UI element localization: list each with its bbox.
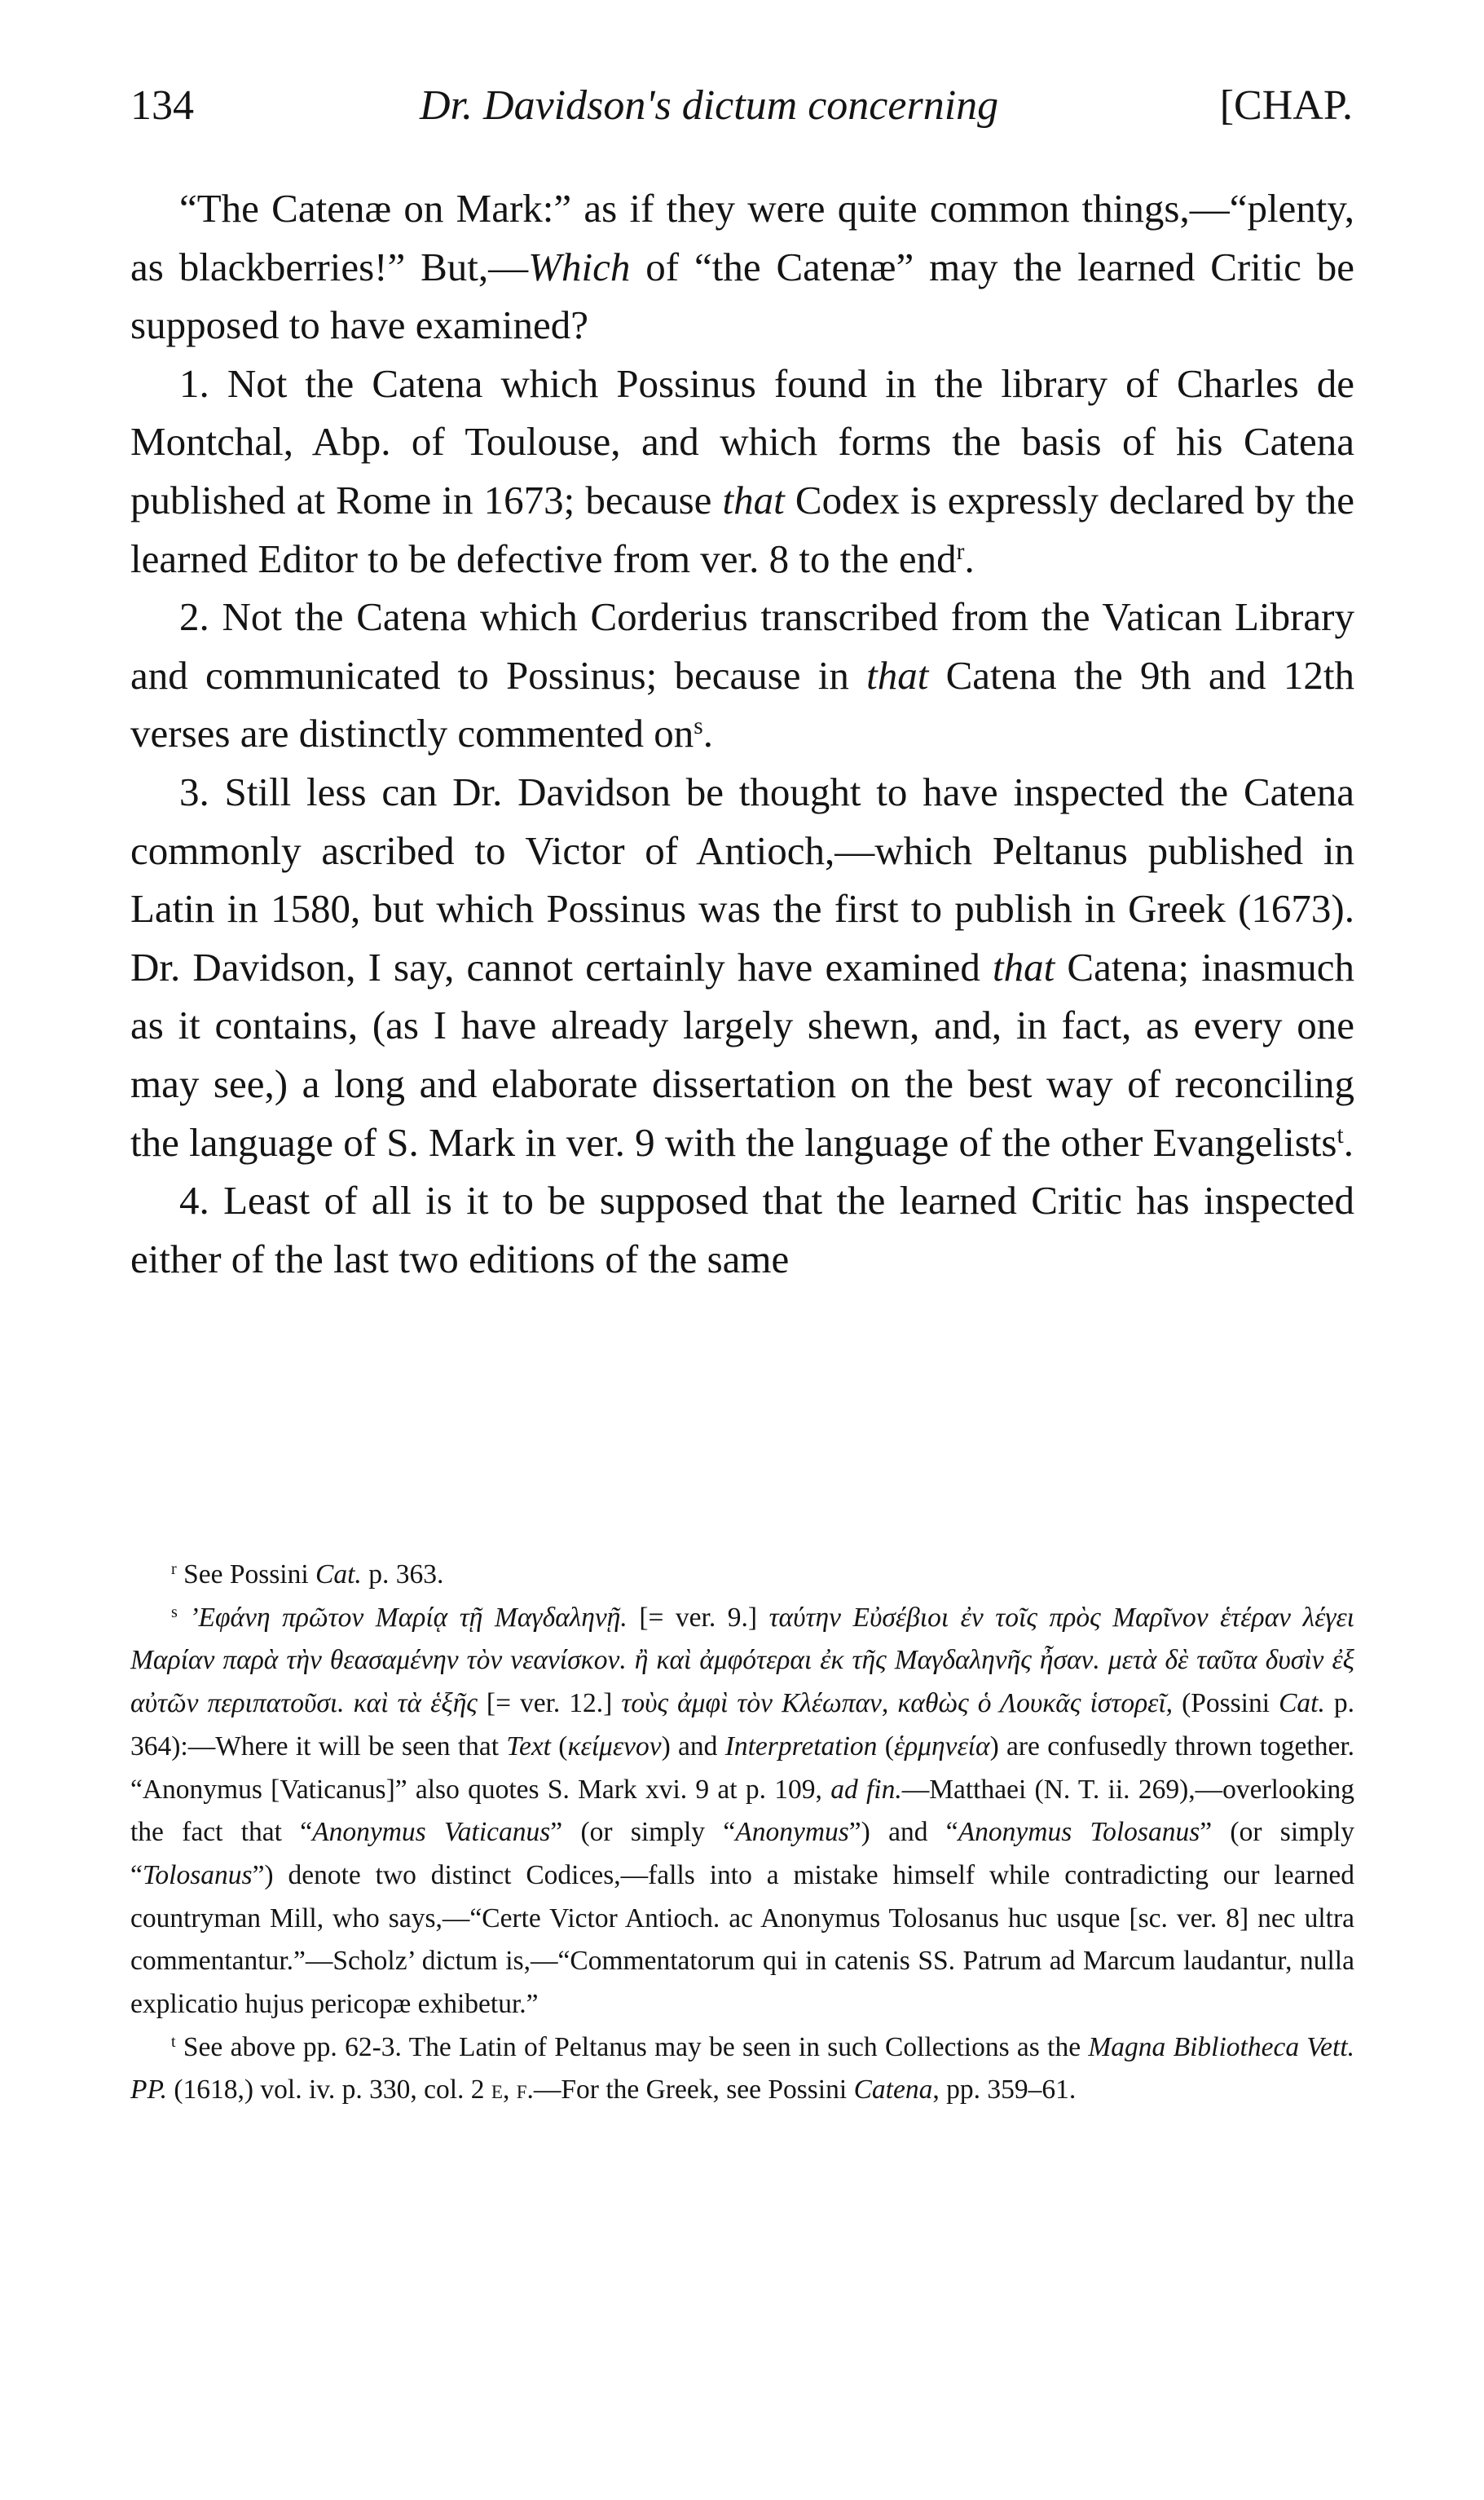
- chapter-mark: [CHAP.: [1219, 82, 1353, 129]
- footnote-ref-s: s: [694, 713, 703, 740]
- footnote-t: $^t$ See above pp. 62-3. The Latin of Peltanus may be seen in such Collections as the Magna Bibliotheca Vett. PP. (1618,) vol. iv. p. 330, col. 2 e, f.—For the Greek, see Possini Catena, pp. 359–61.: [130, 2031, 1354, 2105]
- footnote-ref-t: t: [1336, 1122, 1344, 1149]
- running-header: [130, 82, 1353, 155]
- paragraph-3: 3. Still less can Dr. Davidson be thought to have inspected the Catena commonly ascribed to Victor of Antioch,—which Peltanus published in Latin in 1580, but which Possinus was the first to publish in Greek (1673). Dr. Davidson, I say, cannot certainly have examined that Catena; inasmuch as it contains, (as I have already largely shewn, and, in fact, as every one may see,) a long and elaborate dissertation on the best way of reconciling the language of S. Mark in ver. 9 with the language of the other Evangelists$^t$.: [130, 769, 1354, 1165]
- footnote-ref-r: r: [956, 538, 965, 565]
- footnotes: [130, 1554, 1354, 2112]
- running-title: Dr. Davidson's dictum concerning: [420, 82, 999, 129]
- footnote-r: $^r$ See Possini Cat. p. 363.: [171, 1559, 444, 1590]
- paragraph-2: 2. Not the Catena which Corderius transcribed from the Vatican Library and communicated to Possinus; because in that Catena the 9th and 12th verses are distinctly commented $on^s$.: [130, 594, 1354, 756]
- paragraph-intro: “The Catenæ on Mark:” as if they were quite common things,—“plenty, as blackberries!” But,—Which of “the Catenæ” may the learned Critic be supposed to have examined?: [130, 186, 1354, 348]
- main-text: [130, 179, 1354, 1288]
- page-number: 134: [130, 82, 194, 129]
- paragraph-1: 1. Not the Catena which Possinus found in the library of Charles de Montchal, Abp. of Toulouse, and which forms the basis of his Catena published at Rome in 1673; because that Codex is expressly declared by the learned Editor to be defective from ver. 8 to the end$^r$.: [130, 360, 1355, 581]
- footnote-s: $^s$ ’Εφάνη πρῶτον Μαρίᾳ τῇ Μαγδαληνῇ. [= ver. 9.] ταύτην Εὐσέβιοι ἐν τοῖς πρὸς Μαρῖνον ἑτέραν λέγει Μαρίαν παρὰ τὴν θεασαμένην τὸν νεανίσκον. ἢ καὶ ἀμφότεραι ἐκ τῆς Μαγδαληνῆς ἦσαν. μετὰ δὲ ταῦτα δυσὶν ἐξ αὐτῶν περιπατοῦσι. καὶ τὰ ἑξῆς [= ver. 12.] τοὺς ἀμφὶ τὸν Κλέωπαν, καθὼς ὁ Λουκᾶς ἱστορεῖ, (Possini Cat. p. 364):—Where it will be seen that Text (κείμενον) and Interpretation (ἑρμηνεία) are confusedly thrown together. “Anonymus [Vaticanus]” also quotes S. Mark xvi. 9 at p. 109, ad fin.—Matthaei (N. T. ii. 269),—overlooking the fact that “Anonymus Vaticanus” (or simply “Anonymus”) and “Anonymus Tolosanus” (or simply “Tolosanus”) denote two distinct Codices,—falls into a mistake himself while contradicting our learned countryman Mill, who says,—“Certe Victor Antioch. ac Anonymus Tolosanus huc usque [sc. ver. 8] nec ultra commentantur.”—Scholz’ dictum is,—“Commentatorum qui in catenis SS. Patrum ad Marcum laudantur, nulla explicatio hujus pericopæ exhibetur.”: [130, 1602, 1355, 2020]
- paragraph-4: 4. Least of all is it to be supposed that the learned Critic has inspected either of the last two editions of the same: [130, 1178, 1354, 1281]
